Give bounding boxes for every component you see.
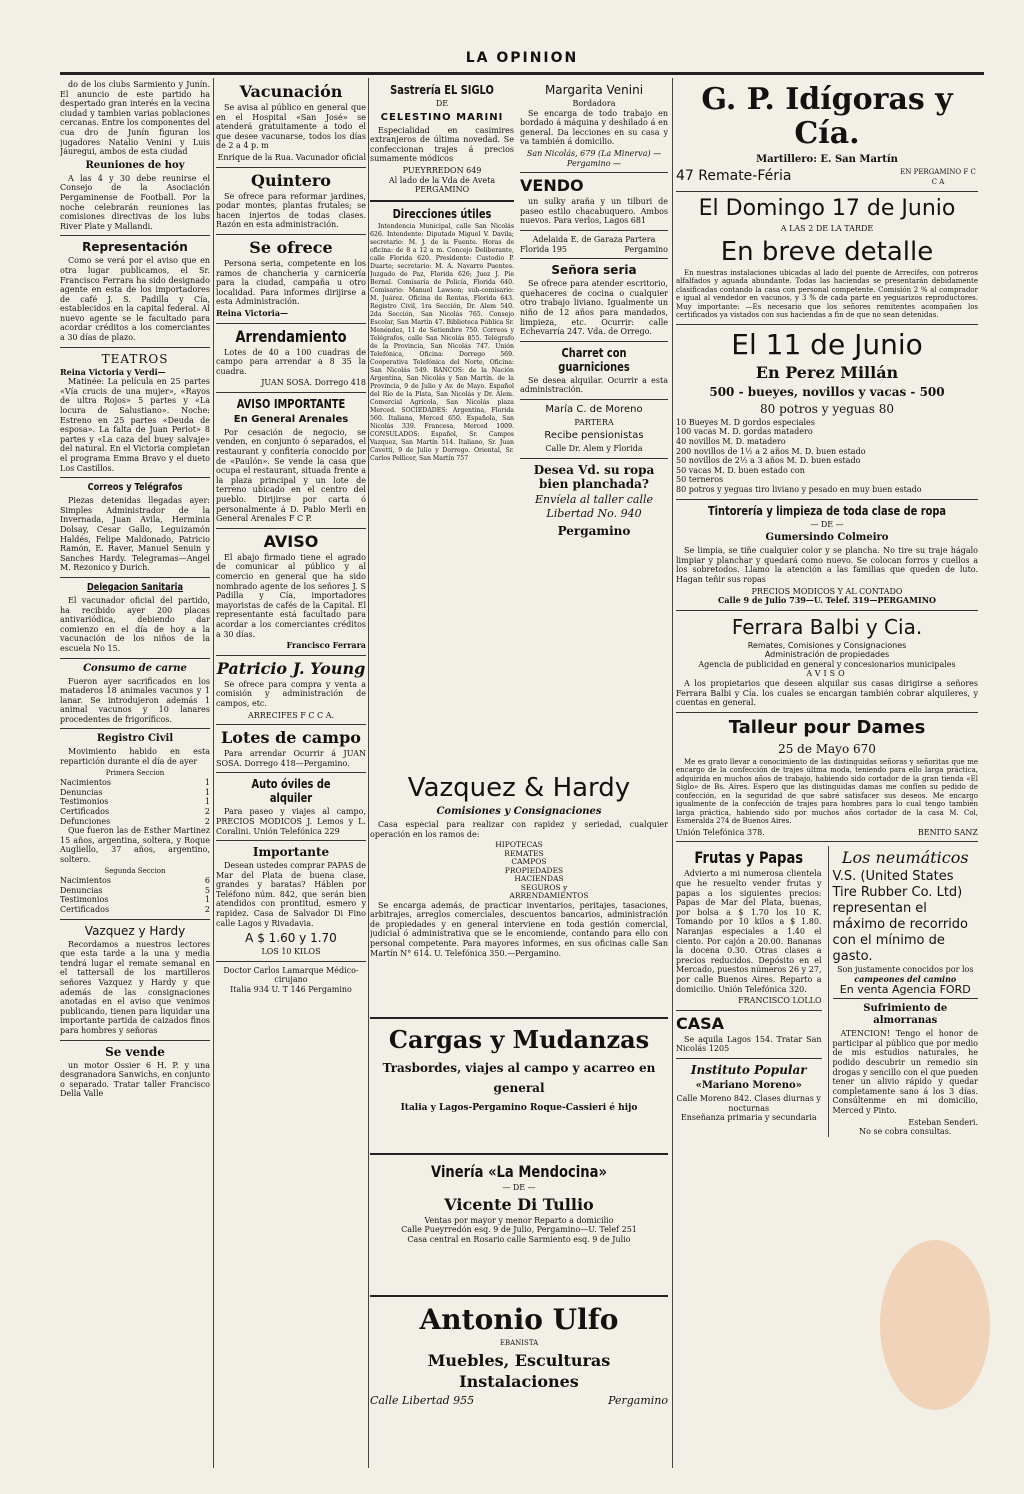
almorranas-text: ATENCION! Tengo el honor de participar al público que por medio de mis estudios naturales, he podido descubrir un remedio sin drogas y sencillo con el que pueden tener un alivio rápido y quedar completamente sano á los 3 días. Consúltenme en mi domicilio, Merced y Pinto. <box>832 1029 978 1115</box>
livestock-item: 200 novillos de 1½ a 2 años M. D. buen estado <box>676 446 866 456</box>
margarita-sub: Bordadora <box>572 99 616 108</box>
livestock-item: 100 vacas M. D. gordas matadero <box>676 427 813 437</box>
heading-delegacion: Delegacion Sanitaria <box>86 581 184 593</box>
registro-label: Testimonios <box>60 895 109 905</box>
registro-count: 6 <box>204 876 210 886</box>
heading-planchada: Desea Vd. su ropa bien planchada? <box>533 463 655 492</box>
registro-row <box>60 817 210 827</box>
talleur-text: Me es grato llevar a conocimiento de las distinguidas señoras y señoritas que me encargo de la confección de trajes últma moda, teniendo para ello larga práctica, adquirida en muchos años de trabajo, habiendo sido cortador de la gran tienda «El Siglo» de Bs. Aires. Espero que las distinguidas damas me confíen su pedido de confección, en la seguridad de que sabré satisfacer sus deseos. Me encargo igualmente de la confección de trajes para hombres para lo cual tengo también larga práctica, habiendo sido por muchos años cortador de la casa M. Col, Esmeralda 274 de Buenos Aires. <box>676 757 978 826</box>
registro-label: Nacimientos <box>60 778 111 788</box>
divider <box>370 200 514 202</box>
livestock-item: 50 terneros <box>676 475 724 485</box>
teatros-sub: Reina Victoria y Verdi— <box>60 366 166 377</box>
divider <box>676 841 978 842</box>
article-teatros: Matinée: La película en 25 partes «Vía crucis de una mujer», «Rayos de ultra Rojos» 5 partes y «La locura de Salustiano». Noche: Estreno en 25 partes «Deuda de esposa». La falta de Juan Periot» 8 partes y «La caza del buey salvaje» del natural. En el Victoria completan el programa Emma Bravo y el dueto Los Castillos. <box>60 377 210 473</box>
registro-row <box>60 876 210 886</box>
column-1 <box>60 80 210 1460</box>
heading-se-vende: Se vende <box>105 1044 165 1059</box>
papas-kilos: LOS 10 KILOS <box>261 947 321 957</box>
article-aviso: El abajo firmado tiene el agrado de comunicar al público y al comercio en general que ha sido nombrado agente de los señores J. S Padilla y Cía, importadores mayoristas de cafés de la Capital. El representante está facultado para acordar a los comerciantes créditos a 30 días. <box>216 552 366 639</box>
ulfo-address: Calle Libertad 955 <box>370 1393 475 1407</box>
article-reuniones: A las 4 y 30 debe reunirse el Consejo de la Asociación Pergaminense de Football. Por la noche celebrarán reuniones las comisiones directivas de los lubs River Plate y Mallandi. <box>60 173 210 231</box>
moreno-sub: PARTERA <box>574 417 614 427</box>
cargas-sub: Trasbordes, viajes al campo y acarreo en general <box>382 1061 656 1095</box>
doctor-address: Italia 934 U. T 146 Pergamino <box>230 985 352 995</box>
divider <box>216 961 366 962</box>
vazquez-hardy-intro: Casa especial para realizar con rapidez y seriedad, cualquier operación en los ramos de: <box>370 820 668 839</box>
registro-row <box>60 895 210 905</box>
registro-count: 1 <box>204 778 210 788</box>
divider <box>370 1295 668 1297</box>
frutas-signature: FRANCISCO LOLLO <box>738 996 822 1006</box>
ulfo-line-2: Instalaciones <box>459 1371 579 1391</box>
papas-price: A $ 1.60 y 1.70 <box>245 931 337 946</box>
moreno-pensionistas: Recibe pensionistas <box>544 430 644 442</box>
margarita-address: San Nicolás, 679 (La Minerva) — Pergamino — <box>526 148 662 168</box>
heading-senora-seria: Señora seria <box>551 263 637 278</box>
breve-detalle: En breve detalle <box>720 236 934 267</box>
divider <box>676 324 978 325</box>
heading-aviso-importante: AVISO IMPORTANTE <box>236 396 346 411</box>
article-aviso-importante: Por cesación de negocio, se venden, en conjunto ó separados, el restaurant y confitería conocido por de «Paulón». Se vende la casa que ocupa el restaurant, situada frente a la plaza principal y un lote de terreno ubicado en el centro del pueblo. Dirijirse por carta ó personalmente á D. Pablo Merli en General Arenales F C P. <box>216 427 366 524</box>
registro-row <box>60 797 210 807</box>
heading-vendo: VENDO <box>520 176 584 196</box>
livestock-item: 40 novillos M. D. matadero <box>676 436 786 446</box>
heading-arrendamiento: Arrendamiento <box>235 326 347 346</box>
article-vacunacion: Se avisa al público en general que en el Hospital «San José» se atenderá gratuitamente a todo el que desee vacunarse, todos los días de 2 a 4 p. m <box>216 103 366 151</box>
ulfo-address-row <box>370 1393 668 1409</box>
article-vazquez-hardy: Recordamos a nuestros lectores que esta tarde a la una y media tendrá lugar el remate semanal en el tattersall de los martilleros señores Vazquez y Hardy y que además de las consignaciones anotadas en el aviso que venimos publicando, tienen para liquidar una importante partida de caizados finos para hombres y señoras <box>60 939 210 1035</box>
divider <box>370 1153 668 1155</box>
divider <box>520 341 668 342</box>
article-vendo: un sulky araña y un tilburi de paseo estilo chacabuquero. Ambos nuevos. Para verlos, Lagos 681 <box>520 197 668 226</box>
cargas-title: Cargas y Mudanzas <box>388 1025 650 1054</box>
almorranas-signature: Esteban Senderi. <box>908 1117 978 1127</box>
neumaticos-title: Los neumáticos <box>841 848 969 868</box>
article-delegacion: El vacunador oficial del partido, ha recibido ayer 200 placas antivariódica, debiendo dar comienzo en el día de hoy a la vacunación de los niños de la escuela No 15. <box>60 595 210 653</box>
talleur-date: 25 de Mayo 670 <box>778 741 876 756</box>
tintoreria-title: Tintorería y limpieza de toda clase de ropa <box>707 503 947 518</box>
registro-label: Certificados <box>60 807 110 817</box>
heading-moreno: María C. de Moreno <box>545 403 643 415</box>
article-se-ofrece: Persona seria, competente en los ramos de chancheria y carnicería para la ciudad, campaña u otro localidad. Para informes dirijirse a esta Administración. <box>216 258 366 307</box>
divider <box>520 172 668 173</box>
almorranas-title: Sufrimiento de almorranas <box>863 1003 948 1027</box>
casa-text: Se aquila Lagos 154. Tratar San Nicolás 1205 <box>676 1034 822 1054</box>
ramo-item: PROPIEDADES <box>504 865 564 875</box>
article-patricio-young: Se ofrece para compra y venta a comisión y administración de campos, etc. <box>216 679 366 708</box>
vineria-line-2: Calle Pueyrredón esq. 9 de Julio, Pergamino—U. Telef 251 <box>401 1225 637 1235</box>
ramo-item: ARRENDAMIENTOS <box>509 891 589 901</box>
livestock-item: 80 potros y yeguas tiro liviano y pesado en muy buen estado <box>676 484 922 494</box>
idigoras-sub: Martillero: E. San Martín <box>756 154 898 165</box>
divider <box>833 998 979 999</box>
column-3b <box>520 80 668 740</box>
idigoras-title: G. P. Idígoras y Cía. <box>701 82 953 151</box>
vineria-name: Vicente Di Tullio <box>444 1194 594 1214</box>
ferrara-text: A los propietarios que deseen alquilar sus casas dirigirse a señores Ferrara Balbi y Cía. los cuales se encargan también cobrar alquileres, y cuentas en general. <box>676 679 978 708</box>
doctor-name: Doctor Carlos Lamarque Médico-cirujano <box>223 965 359 985</box>
column-2 <box>216 80 366 1460</box>
vazquez-hardy-ramos <box>370 841 668 901</box>
almorranas-line: No se cobra consultas. <box>859 1127 952 1137</box>
ramo-item: SEGUROS y <box>520 882 568 892</box>
divider <box>60 1040 210 1041</box>
ferrara-title: Ferrara Balbi y Cia. <box>731 614 923 639</box>
divider <box>216 724 366 725</box>
moreno-address: Calle Dr. Alem y Florida <box>545 444 643 454</box>
divider <box>216 392 366 393</box>
neumaticos-line-2: campeones del camino <box>854 974 957 985</box>
instituto-name: «Mariano Moreno» <box>695 1079 802 1091</box>
article-importante: Desean ustedes comprar PAPAS de Mar del Plata de buena clase, grandes y baratas? Háblen por Teléfono núm. 842, que serán bien atendidos con prontitud, esmero y rapidez. Casa de Salvador Di Fino calle Lagos y Rivadavia. <box>216 861 366 928</box>
vineria-title: Vinería «La Mendocina» <box>431 1162 607 1181</box>
heading-se-ofrece: Se ofrece <box>249 237 333 257</box>
partera-city: Pergamino <box>624 244 668 254</box>
registro-count: 2 <box>204 904 210 914</box>
registro-count: 1 <box>204 787 210 797</box>
divider <box>60 477 210 478</box>
divider <box>60 235 210 236</box>
registro-label: Denuncias <box>60 787 103 797</box>
idigoras-number: 47 Remate-Féria <box>676 168 792 184</box>
instituto-title: Instituto Popular <box>690 1062 807 1077</box>
registro-count: 1 <box>204 895 210 905</box>
registro-label: Testimonios <box>60 797 109 807</box>
registro-row <box>60 886 210 896</box>
ulfo-sub: EBANISTA <box>499 1339 539 1347</box>
se-ofrece-signature: Reina Victoria— <box>216 307 289 318</box>
vazquez-hardy-sub: Comisiones y Consignaciones <box>436 806 602 817</box>
domingo-sub: A LAS 2 DE LA TARDE <box>780 224 874 234</box>
divider <box>676 1010 822 1011</box>
divider <box>216 840 366 841</box>
divider <box>676 712 978 713</box>
idigoras-row <box>676 168 978 187</box>
column-3a <box>370 80 514 740</box>
partera-address-row <box>520 245 668 255</box>
casa-title: CASA <box>676 1013 725 1033</box>
registro-row <box>60 807 210 817</box>
article-quintero: Se ofrece para reformar jardines, podar montes, plantas frutales; se hacen injertos de todas clases. Razón en esta administración. <box>216 191 366 230</box>
registro-count: 5 <box>204 885 210 895</box>
heading-representacion: Representación <box>82 240 188 255</box>
tintoreria-text: Se limpia, se tiñe cualquier color y se plancha. No tire su traje hágalo limpiar y planchar y quedará como nuevo. Se colocan forros y cuellos a los sobretodos. Llamo la atención a las familias que queden de luto. Hagan teñir sus ropas <box>676 546 978 584</box>
junio-title: El 11 de Junio <box>731 327 923 361</box>
young-signature: ARRECIFES F C C A. <box>247 710 335 720</box>
article-defunciones: Que fueron las de Esther Martinez 15 años, argentina, soltera, y Roque Augliello, 37 años, argentino, soltero. <box>60 826 210 864</box>
sastreria-de: DE <box>435 99 449 108</box>
divider <box>60 347 210 348</box>
article-margarita: Se encarga de todo trabajo en bordado á máquina y deshilado á en general. Da lecciones en su casa y va también á domicilio. <box>520 108 668 147</box>
article-automoviles: Para paseo y viajes al campo, PRECIOS MODICOS J. Lemos y L. Coralini. Unión Telefónica 229 <box>216 807 366 836</box>
article-registro: Movimiento habido en esta repartición durante el día de ayer <box>60 747 210 767</box>
ulfo-city: Pergamino <box>608 1393 668 1407</box>
divider <box>676 499 978 500</box>
divider <box>370 1017 668 1019</box>
sastreria-address: PUEYRREDON 649 <box>402 165 482 175</box>
talleur-footer <box>676 828 978 838</box>
neumaticos-line-1: Son justamente conocidos por los <box>837 965 974 975</box>
talleur-title: Talleur pour Dames <box>728 716 926 738</box>
heading-patricio-young: Patricio J. Young <box>216 658 366 678</box>
registro-label: Certificados <box>60 904 110 914</box>
heading-direcciones: Direcciones útiles <box>392 206 492 221</box>
article-arrendamiento: Lotes de 40 a 100 cuadras de campo para arrendar a 8 35 la cuadra. <box>216 347 366 376</box>
vazquez-hardy-body: Se encarga además, de practicar inventarios, peritajes, tasaciones, arbitrajes, arreglos comerciales, descuentos bancarios, administración de propiedades y en general interviene en toda gestión comercial, judicial ó administrativa que se le encomiende, contando para ello con personal competente. Para mayores informes, en sus oficinas calle San Martín N° 614. U. Telefónica 350.—Pergamino. <box>370 900 668 958</box>
frutas-title: Frutas y Papas <box>694 848 804 868</box>
neumaticos-line-3: En venta Agencia FORD <box>839 982 971 996</box>
heading-sastreria: Sastrería EL SIGLO <box>390 83 494 97</box>
heading-vazquez-hardy: Vazquez y Hardy <box>84 923 186 938</box>
article-se-vende: un motor Ossier 6 H. P. y una desgranadora Sanwichs, en conjunto o separado. Tratar taller Francisco Della Valle <box>60 1060 210 1099</box>
divider <box>676 1058 822 1059</box>
partera-name: Adelaida E. de Garaza Partera <box>532 234 656 244</box>
tintoreria-de: — DE — <box>810 519 844 529</box>
ad-cargas-mudanzas <box>370 1022 668 1142</box>
sastreria-address-2: Al lado de la Vda de Aveta <box>388 175 496 185</box>
talleur-tel: Unión Telefónica 378. <box>676 827 765 837</box>
registro-row <box>60 905 210 915</box>
talleur-signature: BENITO SANZ <box>917 827 978 837</box>
heading-lotes-campo: Lotes de campo <box>221 728 361 748</box>
heading-teatros: TEATROS <box>101 351 169 366</box>
partera-address: Florida 195 <box>520 244 568 254</box>
divider <box>216 772 366 773</box>
divider <box>216 234 366 235</box>
livestock-item: 50 vacas M. D. buen estado con <box>676 465 805 475</box>
vacunacion-signature: Enrique de la Rua. Vacunador oficial <box>217 152 366 162</box>
article-lotes-campo: Para arrendar Ocurrir á JUAN SOSA. Dorrego 418—Pergamino. <box>216 749 366 768</box>
arrendamiento-signature: JUAN SOSA. Dorrego 418 <box>261 378 366 388</box>
article-charret: Se desea alquilar. Ocurrir a esta administración. <box>520 375 668 395</box>
instituto-line: Enseñanza primaria y secundaria <box>680 1113 817 1123</box>
heading-margarita: Margarita Venini <box>544 83 644 97</box>
domingo-text: En nuestras instalaciones ubicadas al lado del puente de Arrecifes, con potreros alfalfados y aguada abundante. Todas las haciendas se presentarán debidamente clasificadas contando la casa con personal competente. Comisión 2 % al comprador e igual al vendedor en vacunos, y 3 % de cada parte en yeguarizos reproductores. Muy importante: —Es necesario que los señores remitentes acompañen los certificados ya vistados con sus haciendas a fin de que no sean detenidas. <box>676 268 978 320</box>
bottom-left-ads <box>676 846 822 1136</box>
column-rule <box>672 78 673 1468</box>
ad-vazquez-hardy <box>370 770 668 970</box>
registro-row <box>60 778 210 788</box>
ad-antonio-ulfo <box>370 1300 668 1460</box>
heading-aviso: AVISO <box>263 531 319 551</box>
idigoras-location: EN PERGAMINO F C C A <box>900 168 976 186</box>
bottom-ads <box>676 846 978 1136</box>
instituto-text: Calle Moreno 842. Clases diurnas y nocturnas <box>676 1093 821 1113</box>
planchada-city: Pergamino <box>557 524 631 539</box>
divider <box>676 191 978 192</box>
ramo-item: CAMPOS <box>511 857 547 867</box>
article-clubs: do de los clubs Sarmiento y Junín. El anuncio de este partido ha despertado gran interés en la vecina ciudad y tambien varias poblaciones cercanas. Entre los componentes del cua dro de Junín figuran los jugadores Natalio Venini y Luis Jáuregui, ambos de esta ciudad <box>60 80 210 157</box>
divider <box>520 458 668 459</box>
heading-importante: Importante <box>252 845 330 860</box>
primera-heading: Primera Seccion <box>105 768 165 777</box>
ramo-item: HIPOTECAS <box>495 840 543 850</box>
column-rule <box>368 78 369 1468</box>
cargas-foot: Italia y Lagos-Pergamino Roque-Cassieri é hijo <box>400 1103 638 1113</box>
ulfo-title: Antonio Ulfo <box>419 1303 619 1336</box>
junio-line-1: 500 - bueyes, novillos y vacas - 500 <box>709 384 945 399</box>
registro-count: 2 <box>204 816 210 826</box>
divider <box>60 919 210 920</box>
vineria-line-1: Ventas por mayor y menor Reparto a domicilio <box>424 1215 614 1225</box>
divider <box>216 323 366 324</box>
heading-registro: Registro Civil <box>96 733 174 745</box>
masthead: LA OPINION <box>60 50 984 75</box>
neumaticos-text: V.S. (United States Tire Rubber Co. Ltd) representan el máximo de recorrido con el mínimo de gasto. <box>832 869 969 965</box>
registro-count: 1 <box>204 797 210 807</box>
primera-table <box>60 778 210 826</box>
livestock-item: 50 novillos de 2½ a 3 años M. D. buen estado <box>676 456 861 466</box>
ferrara-sub: Remates, Comisiones y Consignaciones <box>747 640 907 650</box>
library-stamp <box>880 1240 990 1410</box>
tintoreria-address: Calle 9 de Julio 739—U. Telef. 319—PERGAMINO <box>718 595 936 606</box>
article-direcciones: Intendencia Municipal, calle San Nicolás 626. Intendente: Diputado Miguel V. Davila; secretario: M. J. de la Fuente. Horas de oficina: de 8 a 12 a m. Concejo Deliberante, calle Florida 620. Presidente: Custodio P. Duarte; secretario: M. A. Navarro Puentes. Juzgado de Paz, Florida 626; Juez J. Pie Bernal. Comisaría de Policía, Florida 640. Comisario: Manuel Lawson; sub-comisario: M. Juárez. Oficina de Rentas, Florida 643. Registro Civil, 1ra Sección, Dr. Alem 540. 2da Sección, San Nicolás 765. Consejo Escolar, San Martín 47. Biblioteca Pública Sr. Menéndez, 11 de Setiembre 750. Correos y Telégrafos, calle San Nicolás 855. Telégrafo de la Provincia, San Nicolás 747. Unión Telefónica, Oficina: Dorrego 569. Cooperativa Telefónica del Norte, Oficina: San Nicolás 549. BANCOS: de la Nación Argentina, San Nicolás y San Martín. de la Provincia, 9 de Julio y Av. de Mayo. Español del Río de la Plata, San Nicolás y Dr. Alem. Comercial Agrícola, San Nicolás plaza Merced. SOCIEDADES: Argentina, Florida 560. Italiana, Merced 650. Española, San Nicolás 339. Francesa, Merced 1009. CONSULADOS: Español, Sr. Campos Vazquez, San Martín 514. Italiano, Sr. Juan Cavetti, 9 de Julio y Dorrego. Oriental, Sr. Carlos Pellicer, San Martín 757 <box>370 222 514 462</box>
article-sastreria: Especialidad en casimires extranjeros de última novedad. Se confeccionan trajes á precios sumamente módicos <box>370 125 514 164</box>
livestock-item: 10 Bueyes M. D gordos especiales <box>676 417 815 427</box>
divider <box>216 528 366 529</box>
aviso-signature: Francisco Ferrara <box>286 640 366 651</box>
heading-charret: Charret con guarniciones <box>558 345 630 374</box>
ferrara-sub-2: Administración de propiedades <box>764 650 890 660</box>
heading-consumo: Consumo de carne <box>83 662 187 674</box>
vazquez-hardy-title: Vazquez & Hardy <box>407 773 631 803</box>
divider <box>676 610 978 611</box>
tintoreria-name: Gumersindo Colmeiro <box>765 532 889 544</box>
registro-label: Nacimientos <box>60 876 111 886</box>
vineria-de: — DE — <box>502 1183 536 1192</box>
junio-sub: En Perez Millán <box>755 362 899 382</box>
ad-vineria <box>370 1160 668 1280</box>
heading-quintero: Quintero <box>251 170 331 190</box>
segunda-heading: Segunda Seccion <box>104 866 166 875</box>
ulfo-line-1: Muebles, Esculturas <box>427 1350 611 1370</box>
ferrara-aviso: AVISO <box>806 669 848 679</box>
ramo-item: HACIENDAS <box>514 874 564 884</box>
divider <box>520 258 668 259</box>
vineria-line-3: Casa central en Rosario calle Sarmiento esq. 9 de Julio <box>407 1234 631 1244</box>
divider <box>216 655 366 656</box>
frutas-text: Advierto a mi numerosa clientela que he resuelto vender frutas y papas a los siguientes precios: Papas de Mar del Plata, buenas, por bolsa a $ 1.70 los 10 K. Tomando por 10 kilos a $ 1.80. Naranjas especiales a 1.40 el ciento. Por cajón a 20.00. Bananas la docena 0.30. Otras clases a precios reducidos. Depósito en el Mercado, puestos números 26 y 27, por calle Buenos Aires. Reparto a domicilio. Unión Telefónica 320. <box>676 869 822 994</box>
article-representacion: Como se verá por el aviso que en otra lugar publicamos, el Sr. Francisco Ferrara ha sido designado agente en esta de los importadores de café J. S. Padilla y Cía, establecidos en la capital federal. Al nuevo agente se le facultado para acordar créditos a los comerciantes a 30 días de plazo. <box>60 256 210 343</box>
registro-count: 2 <box>204 807 210 817</box>
divider <box>216 167 366 168</box>
column-rule <box>213 78 214 1468</box>
divider <box>60 728 210 729</box>
heading-correos: Correos y Telégrafos <box>87 482 183 494</box>
heading-automoviles: Auto óviles de alquiler <box>251 777 331 806</box>
planchada-text: Envíela al taller calle Libertad No. 940 <box>534 493 654 521</box>
article-senora-seria: Se ofrece para atender escritorio, quehaceres de cocina o cualquier otro trabajo liviano. Igualmente un niño de 12 años para mandados, limpieza, etc. Ocurrir: calle Echevarría 247. Vda. de Orrego. <box>520 279 668 337</box>
junio-list <box>676 418 978 495</box>
heading-vacunacion: Vacunación <box>239 82 343 101</box>
segunda-table <box>60 876 210 914</box>
sastreria-name: CELESTINO MARINI <box>380 111 504 123</box>
bottom-right-ads <box>828 846 979 1136</box>
divider <box>60 658 210 659</box>
divider <box>520 230 668 231</box>
ramo-item: REMATES <box>504 848 544 858</box>
heading-reuniones: Reuniones de hoy <box>85 159 185 171</box>
domingo-title: El Domingo 17 de Junio <box>698 196 956 222</box>
divider <box>520 399 668 400</box>
aviso-importante-sub: En General Arenales <box>233 413 349 425</box>
ferrara-sub-3: Agencia de publicidad en general y concesionarios municipales <box>698 659 956 669</box>
divider <box>60 577 210 578</box>
registro-label: Defunciones <box>60 816 111 826</box>
sastreria-city: PERGAMINO <box>414 185 470 195</box>
tintoreria-price: PRECIOS MODICOS Y AL CONTADO <box>751 586 903 596</box>
registro-label: Denuncias <box>60 885 103 895</box>
junio-line-2: 80 potros y yeguas 80 <box>759 401 895 416</box>
article-correos: Piezas detenidas llegadas ayer: Simples Administrador de la Invernada, Juan Avila, Herminia Dolsay, Cesar Gallo, Leguizamón Haldés, Felipe Maldonado, Patricio Ramón, E. Raver, Manuel Senuin y Sanches Hardy. Telegramas—Angel M. Rezonico y Durich. <box>60 496 210 573</box>
article-consumo: Fueron ayer sacrificados en los mataderos 18 animales vacunos y 1 lanar. Se introdujeron además 1 animal vacunos y 10 lanares procedentes de frigoríficos. <box>60 676 210 724</box>
registro-row <box>60 788 210 798</box>
